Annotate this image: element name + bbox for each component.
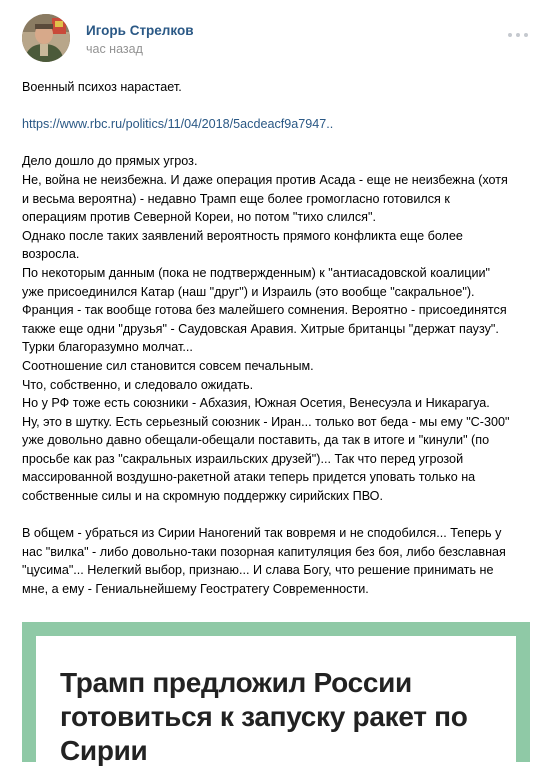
paragraph-gap xyxy=(22,134,527,153)
post-text-line: Что, собственно, и следовало ожидать. xyxy=(22,377,254,392)
post-header xyxy=(22,14,535,62)
post-link[interactable]: https://www.rbc.ru/politics/11/04/2018/5acdeacf9a7947.. xyxy=(22,117,334,132)
post-text-line: В общем - убраться из Сирии Наногений так вовремя и не сподобился... Теперь у xyxy=(22,526,502,541)
post-text-line: возросла. xyxy=(22,247,80,262)
avatar[interactable] xyxy=(22,14,70,62)
post-text-line: Турки благоразумно молчат... xyxy=(22,340,193,355)
post-text-line: Военный психоз нарастает. xyxy=(22,80,182,94)
post-text-line: Но у РФ тоже есть союзники - Абхазия, Южная Осетия, Венесуэла и Никарагуа. xyxy=(22,396,490,411)
post-text-line: "цусима"... Нелегкий выбор, признаю... И слава Богу, что решение принимать не xyxy=(22,563,494,578)
post-text-line: Ну, это в шутку. Есть серьезный союзник - Иран... только вот беда - мы ему "С-300" xyxy=(22,414,510,429)
post-text-line: собственные силы и на скромную поддержку сирийских ПВО. xyxy=(22,489,383,504)
dot xyxy=(508,33,512,37)
more-dots-icon[interactable] xyxy=(507,30,529,40)
link-preview[interactable] xyxy=(22,622,530,766)
post-text-line: нас "вилка" - либо довольно-таки позорная капитуляция без боя, либо безславная xyxy=(22,544,506,559)
post-text-line: Франция - так вообще готова без малейшего сомнения. Вероятно - присоединятся xyxy=(22,303,507,318)
post-text-line: Соотношение сил становится совсем печальным. xyxy=(22,358,314,373)
post-text-line: Дело дошло до прямых угроз. xyxy=(22,154,198,169)
post-text-line: Не, война не неизбежна. И даже операция против Асада - еще не неизбежна (хотя xyxy=(22,172,508,187)
post-text-line: По некоторым данным (пока не подтвержденным) к "антиасадовской коалиции" xyxy=(22,265,491,280)
link-preview-title: Трамп предложил России готовиться к запуску ракет по Сирии xyxy=(60,667,468,766)
post-text-line: просьбе как раз "сакральных израильских друзей")... Так что перед угрозой xyxy=(22,451,464,466)
link-preview-card xyxy=(36,636,516,766)
post-text-line: мне, а ему - Гениальнейшему Геостратегу Современности. xyxy=(22,582,369,597)
post-text-line: операциям против Северной Кореи, но потом "тихо слился". xyxy=(22,210,376,225)
post-text-line: также еще одни "друзья" - Саудовская Аравия. Хитрые британцы "держат паузу". xyxy=(22,321,499,336)
paragraph-gap xyxy=(22,506,527,525)
post-text-line: Однако после таких заявлений вероятность прямого конфликта еще более xyxy=(22,228,463,243)
dot xyxy=(524,33,528,37)
post-text-line: уже присоединился Катар (наш "друг") и Израиль (это вообще "сакральное"). xyxy=(22,284,475,299)
post-text xyxy=(22,78,527,599)
dot xyxy=(516,33,520,37)
author-name[interactable]: Игорь Стрелков xyxy=(86,23,194,38)
post-text-line: массированной воздушно-ракетной атаки теперь придется уповать только на xyxy=(22,470,476,485)
post-time[interactable]: час назад xyxy=(86,42,143,56)
paragraph-gap xyxy=(22,97,527,116)
post-text-line: уже довольно давно обещали-обещали поставить, да так в итоге и "кинули" (по xyxy=(22,433,490,448)
post-text-line: и весьма вероятна) - недавно Трамп еще более громогласно готовился к xyxy=(22,191,450,206)
